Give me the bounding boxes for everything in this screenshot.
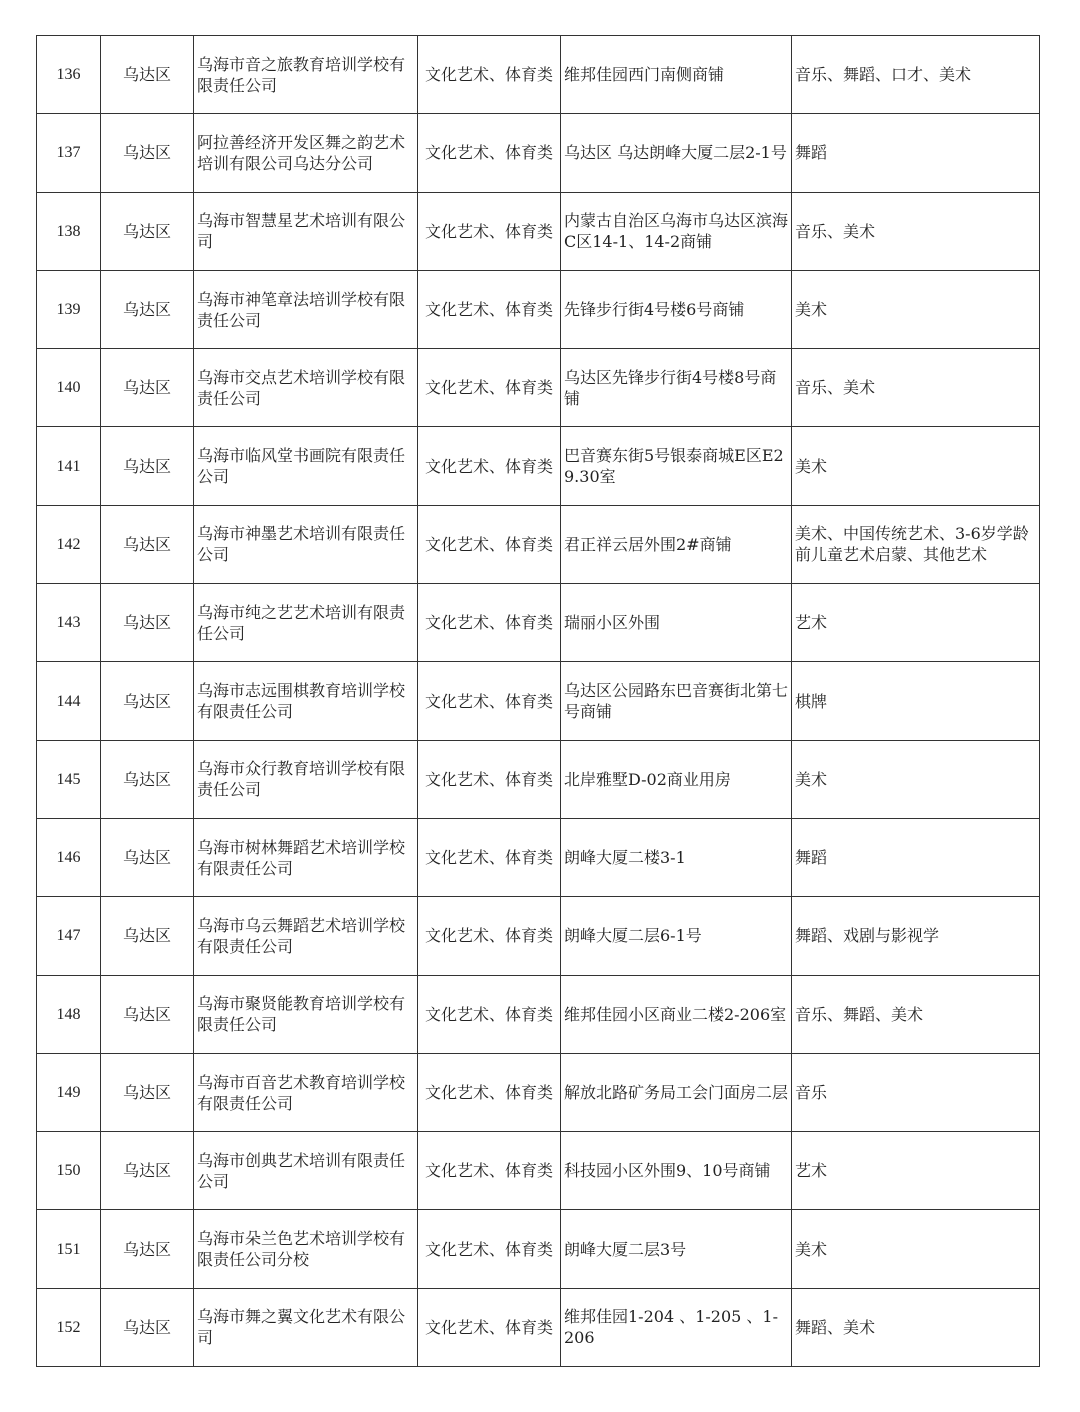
table-row [37, 1132, 1040, 1210]
district-cell: 乌达区 [101, 1132, 194, 1210]
training-scope-cell: 美术 [792, 270, 1040, 348]
address-cell: 朗峰大厦二层6-1号 [561, 897, 792, 975]
row-number: 143 [37, 584, 101, 662]
category-cell: 文化艺术、体育类 [418, 1288, 561, 1366]
training-scope-cell: 舞蹈 [792, 818, 1040, 896]
address-cell: 巴音赛东街5号银泰商城E区E29.30室 [561, 427, 792, 505]
institution-name-cell: 乌海市舞之翼文化艺术有限公司 [194, 1288, 418, 1366]
institution-name-cell: 乌海市神墨艺术培训有限责任公司 [194, 505, 418, 583]
table-row [37, 584, 1040, 662]
district-cell: 乌达区 [101, 1288, 194, 1366]
district-cell: 乌达区 [101, 270, 194, 348]
district-cell: 乌达区 [101, 36, 194, 114]
row-number: 146 [37, 818, 101, 896]
training-scope-cell: 舞蹈、美术 [792, 1288, 1040, 1366]
institution-name-cell: 乌海市神笔章法培训学校有限责任公司 [194, 270, 418, 348]
category-cell: 文化艺术、体育类 [418, 270, 561, 348]
category-cell: 文化艺术、体育类 [418, 114, 561, 192]
district-cell: 乌达区 [101, 427, 194, 505]
row-number: 144 [37, 662, 101, 740]
institution-name-cell: 乌海市众行教育培训学校有限责任公司 [194, 740, 418, 818]
category-cell: 文化艺术、体育类 [418, 1053, 561, 1131]
address-cell: 科技园小区外围9、10号商铺 [561, 1132, 792, 1210]
district-cell: 乌达区 [101, 584, 194, 662]
category-cell: 文化艺术、体育类 [418, 349, 561, 427]
category-cell: 文化艺术、体育类 [418, 192, 561, 270]
district-cell: 乌达区 [101, 505, 194, 583]
institution-table [36, 35, 1040, 1367]
institution-name-cell: 乌海市纯之艺艺术培训有限责任公司 [194, 584, 418, 662]
row-number: 140 [37, 349, 101, 427]
district-cell: 乌达区 [101, 897, 194, 975]
institution-name-cell: 乌海市树林舞蹈艺术培训学校有限责任公司 [194, 818, 418, 896]
address-cell: 维邦佳园西门南侧商铺 [561, 36, 792, 114]
training-scope-cell: 美术 [792, 740, 1040, 818]
institution-name-cell: 乌海市临风堂书画院有限责任公司 [194, 427, 418, 505]
institution-name-cell: 乌海市音之旅教育培训学校有限责任公司 [194, 36, 418, 114]
institution-name-cell: 乌海市创典艺术培训有限责任公司 [194, 1132, 418, 1210]
training-scope-cell: 艺术 [792, 584, 1040, 662]
table-row [37, 192, 1040, 270]
row-number: 137 [37, 114, 101, 192]
institution-name-cell: 乌海市智慧星艺术培训有限公司 [194, 192, 418, 270]
address-cell: 瑞丽小区外围 [561, 584, 792, 662]
category-cell: 文化艺术、体育类 [418, 427, 561, 505]
address-cell: 维邦佳园小区商业二楼2-206室 [561, 975, 792, 1053]
category-cell: 文化艺术、体育类 [418, 1132, 561, 1210]
table-row [37, 662, 1040, 740]
address-cell: 朗峰大厦二层3号 [561, 1210, 792, 1288]
table-row [37, 975, 1040, 1053]
row-number: 147 [37, 897, 101, 975]
address-cell: 先锋步行街4号楼6号商铺 [561, 270, 792, 348]
training-scope-cell: 艺术 [792, 1132, 1040, 1210]
district-cell: 乌达区 [101, 1210, 194, 1288]
category-cell: 文化艺术、体育类 [418, 818, 561, 896]
district-cell: 乌达区 [101, 349, 194, 427]
category-cell: 文化艺术、体育类 [418, 975, 561, 1053]
row-number: 139 [37, 270, 101, 348]
address-cell: 君正祥云居外围2#商铺 [561, 505, 792, 583]
district-cell: 乌达区 [101, 662, 194, 740]
address-cell: 内蒙古自治区乌海市乌达区滨海C区14-1、14-2商铺 [561, 192, 792, 270]
district-cell: 乌达区 [101, 114, 194, 192]
table-row [37, 740, 1040, 818]
row-number: 141 [37, 427, 101, 505]
table-row [37, 1210, 1040, 1288]
category-cell: 文化艺术、体育类 [418, 584, 561, 662]
training-scope-cell: 美术 [792, 1210, 1040, 1288]
category-cell: 文化艺术、体育类 [418, 1210, 561, 1288]
table-row [37, 1288, 1040, 1366]
table-row [37, 349, 1040, 427]
category-cell: 文化艺术、体育类 [418, 897, 561, 975]
row-number: 151 [37, 1210, 101, 1288]
address-cell: 朗峰大厦二楼3-1 [561, 818, 792, 896]
training-scope-cell: 棋牌 [792, 662, 1040, 740]
district-cell: 乌达区 [101, 975, 194, 1053]
institution-name-cell: 乌海市聚贤能教育培训学校有限责任公司 [194, 975, 418, 1053]
institution-name-cell: 乌海市百音艺术教育培训学校有限责任公司 [194, 1053, 418, 1131]
category-cell: 文化艺术、体育类 [418, 505, 561, 583]
address-cell: 乌达区公园路东巴音赛街北第七号商铺 [561, 662, 792, 740]
category-cell: 文化艺术、体育类 [418, 662, 561, 740]
training-scope-cell: 美术、中国传统艺术、3-6岁学龄前儿童艺术启蒙、其他艺术 [792, 505, 1040, 583]
district-cell: 乌达区 [101, 192, 194, 270]
institution-name-cell: 乌海市交点艺术培训学校有限责任公司 [194, 349, 418, 427]
institution-name-cell: 乌海市朵兰色艺术培训学校有限责任公司分校 [194, 1210, 418, 1288]
address-cell: 乌达区先锋步行街4号楼8号商铺 [561, 349, 792, 427]
training-scope-cell: 音乐、美术 [792, 349, 1040, 427]
row-number: 152 [37, 1288, 101, 1366]
table-row [37, 897, 1040, 975]
training-scope-cell: 音乐、舞蹈、美术 [792, 975, 1040, 1053]
category-cell: 文化艺术、体育类 [418, 36, 561, 114]
training-scope-cell: 美术 [792, 427, 1040, 505]
row-number: 148 [37, 975, 101, 1053]
row-number: 136 [37, 36, 101, 114]
table-row [37, 1053, 1040, 1131]
category-cell: 文化艺术、体育类 [418, 740, 561, 818]
training-scope-cell: 舞蹈、戏剧与影视学 [792, 897, 1040, 975]
training-scope-cell: 音乐、美术 [792, 192, 1040, 270]
training-scope-cell: 音乐、舞蹈、口才、美术 [792, 36, 1040, 114]
table-row [37, 36, 1040, 114]
district-cell: 乌达区 [101, 818, 194, 896]
institution-name-cell: 阿拉善经济开发区舞之韵艺术培训有限公司乌达分公司 [194, 114, 418, 192]
address-cell: 北岸雅墅D-02商业用房 [561, 740, 792, 818]
table-row [37, 427, 1040, 505]
row-number: 145 [37, 740, 101, 818]
table-row [37, 114, 1040, 192]
table-row [37, 270, 1040, 348]
row-number: 142 [37, 505, 101, 583]
row-number: 150 [37, 1132, 101, 1210]
address-cell: 乌达区 乌达朗峰大厦二层2-1号 [561, 114, 792, 192]
table-row [37, 818, 1040, 896]
address-cell: 维邦佳园1-204 、1-205 、1-206 [561, 1288, 792, 1366]
district-cell: 乌达区 [101, 740, 194, 818]
row-number: 149 [37, 1053, 101, 1131]
table-row [37, 505, 1040, 583]
institution-name-cell: 乌海市乌云舞蹈艺术培训学校有限责任公司 [194, 897, 418, 975]
row-number: 138 [37, 192, 101, 270]
training-scope-cell: 音乐 [792, 1053, 1040, 1131]
address-cell: 解放北路矿务局工会门面房二层 [561, 1053, 792, 1131]
institution-name-cell: 乌海市志远围棋教育培训学校有限责任公司 [194, 662, 418, 740]
table-body [37, 36, 1040, 1367]
district-cell: 乌达区 [101, 1053, 194, 1131]
training-scope-cell: 舞蹈 [792, 114, 1040, 192]
